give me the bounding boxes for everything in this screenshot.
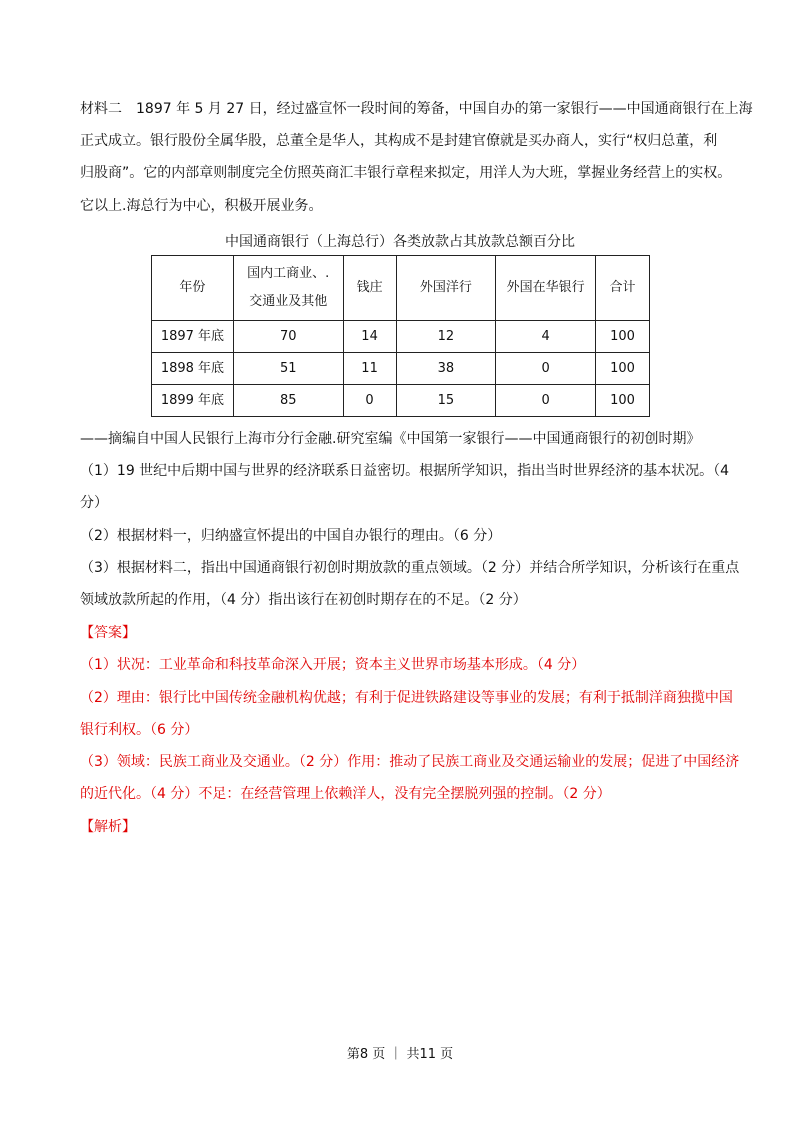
question-line-5: 领域放款所起的作用，（4 分）指出该行在初创时期存在的不足。（2 分） (80, 592, 527, 608)
page-footer: 第8 页 ｜ 共11 页 (346, 1047, 454, 1062)
cell-domestic: 51 (233, 353, 343, 385)
table-source: ——摘编自中国人民银行上海市分行金融.研究室编《中国第一家银行——中国通商银行的初创时期》 (80, 431, 701, 447)
cell-foreign-firms: 15 (396, 385, 496, 417)
cell-foreign-banks: 4 (496, 321, 596, 353)
answer-line-2: （2）理由：银行比中国传统金融机构优越；有利于促进铁路建设等事业的发展；有利于抵制洋商独揽中国 (80, 690, 733, 706)
cell-qianzhuang: 0 (343, 385, 396, 417)
answer-line-4: （3）领域：民族工商业及交通业。（2 分）作用：推动了民族工商业及交通运输业的发展；促进了中国经济 (80, 754, 740, 770)
material-line-3: 归股商”。它的内部章则制度完全仿照英商汇丰银行章程来拟定，用洋人为大班，掌握业务经营上的实权。 (80, 165, 732, 181)
cell-year: 1897 年底 (152, 321, 234, 353)
question-line-3: （2）根据材料一，归纳盛宣怀提出的中国自办银行的理由。（6 分） (80, 528, 502, 544)
cell-foreign-firms: 38 (396, 353, 496, 385)
answer-line-1: （1）状况：工业革命和科技革命深入开展；资本主义世界市场基本形成。（4 分） (80, 657, 586, 673)
cell-total: 100 (596, 385, 650, 417)
material-line-4: 它以上.海总行为中心，积极开展业务。 (80, 198, 323, 214)
material-line-1: 材料二 1897 年 5 月 27 日，经过盛宣怀一段时间的筹备，中国自办的第一家银行——中国通商银行在上海 (80, 101, 753, 117)
answer-heading: 【答案】 (80, 625, 136, 641)
cell-domestic: 85 (233, 385, 343, 417)
header-foreign-firms: 外国洋行 (396, 256, 496, 321)
cell-qianzhuang: 11 (343, 353, 396, 385)
loan-percentage-table (151, 255, 650, 417)
question-line-1: （1）19 世纪中后期中国与世界的经济联系日益密切。根据所学知识，指出当时世界经济的基本状况。（4 (80, 463, 730, 479)
cell-year: 1898 年底 (152, 353, 234, 385)
table-header-row (152, 256, 650, 321)
table-row (152, 385, 650, 417)
header-qianzhuang: 钱庄 (343, 256, 396, 321)
header-foreign-banks: 外国在华银行 (496, 256, 596, 321)
header-domestic: 国内工商业、. 交通业及其他 (233, 256, 343, 321)
cell-year: 1899 年底 (152, 385, 234, 417)
cell-qianzhuang: 14 (343, 321, 396, 353)
material-line-2: 正式成立。银行股份全属华股，总董全是华人，其构成不是封建官僚就是买办商人，实行“权归总董，利 (80, 133, 718, 149)
answer-line-5: 的近代化。（4 分）不足：在经营管理上依赖洋人，没有完全摆脱列强的控制。（2 分） (80, 786, 611, 802)
cell-domestic: 70 (233, 321, 343, 353)
analysis-heading: 【解析】 (80, 819, 136, 835)
cell-foreign-banks: 0 (496, 385, 596, 417)
table-row (152, 321, 650, 353)
question-line-4: （3）根据材料二，指出中国通商银行初创时期放款的重点领域。（2 分）并结合所学知识，分析该行在重点 (80, 560, 740, 576)
table-title: 中国通商银行（上海总行）各类放款占其放款总额百分比 (225, 234, 575, 250)
question-line-2: 分） (80, 495, 108, 511)
answer-line-3: 银行利权。（6 分） (80, 722, 199, 738)
cell-total: 100 (596, 353, 650, 385)
header-year: 年份 (152, 256, 234, 321)
cell-foreign-firms: 12 (396, 321, 496, 353)
cell-foreign-banks: 0 (496, 353, 596, 385)
cell-total: 100 (596, 321, 650, 353)
header-total: 合计 (596, 256, 650, 321)
table-row (152, 353, 650, 385)
